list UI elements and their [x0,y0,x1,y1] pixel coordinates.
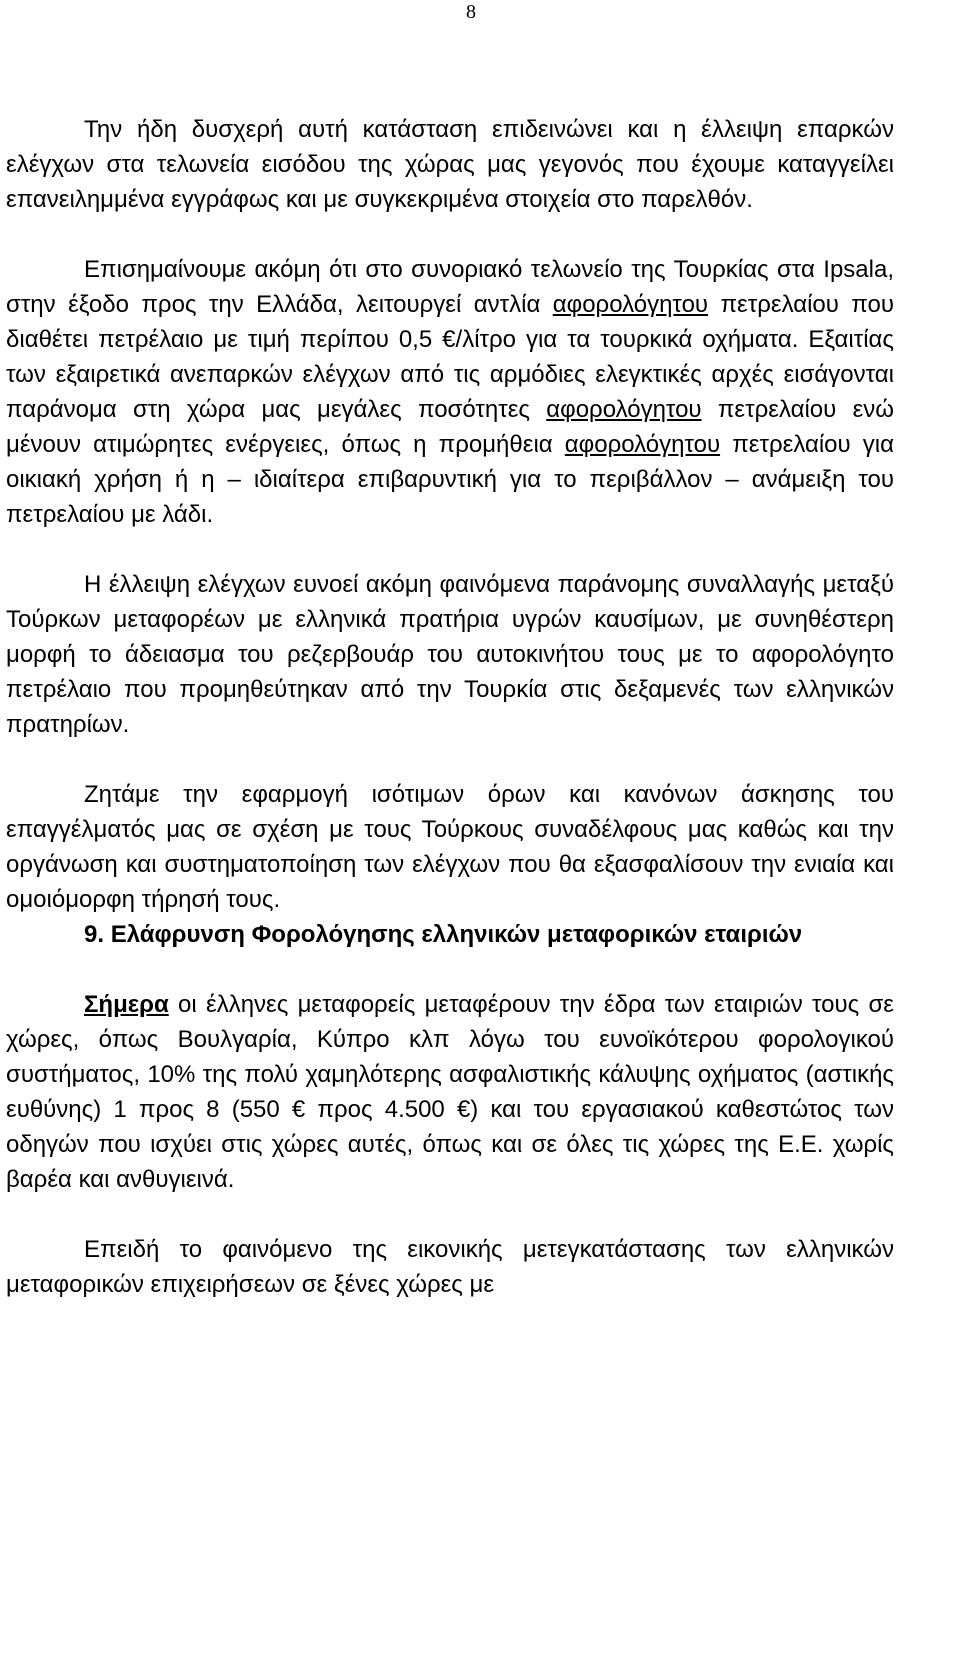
underlined-term: αφορολόγητου [564,431,721,458]
section-title: Ελάφρυνση Φορολόγησης ελληνικών μεταφορικών εταιριών [110,921,803,948]
paragraph-relocation [6,987,894,1197]
document-body [6,112,894,1302]
paragraph-equal-terms [6,777,894,917]
paragraph-text: Ζητάμε την εφαρμογή ισότιμων όρων και κανόνων άσκησης του επαγγέλματός μας σε σχέση με τους Τούρκους συναδέλφους μας καθώς και την οργάνωση και συστηματοποίηση των ελέγχων που θα εξασφαλίσουν την ενιαία και ομοιόμορφη τήρησή τους. [6,781,894,913]
paragraph-text: πετρελαίου που διαθέτει πετρέλαιο με τιμή περίπου 0,5 €/λίτρο για τα τουρκικά οχήματα. Εξαιτίας των εξαιρετικά ανεπαρκών ελέγχων από τις αρμόδιες ελεγκτικές αρχές εισάγονται παράνομα στη χώρα μας μεγάλες ποσότητες [6,291,895,423]
underlined-term: αφορολόγητου [552,291,709,318]
paragraph-text: Επειδή το φαινόμενο της εικονικής μετεγκατάστασης των ελληνικών μεταφορικών επιχειρήσεων σε ξένες χώρες με [6,1236,894,1298]
paragraph-text: οι έλληνες μεταφορείς μεταφέρουν την έδρα των εταιριών τους σε χώρες, όπως Βουλγαρία, Κύπρο κλπ λόγω του ευνοϊκότερου φορολογικού συστήματος, 10% της πολύ χαμηλότερης ασφαλιστικής κάλυψης οχήματος (αστικής ευθύνης) 1 προς 8 (550 € προς 4.500 €) και του εργασιακού καθεστώτος των οδηγών που ισχύει στις χώρες αυτές, όπως και σε όλες τις χώρες της Ε.Ε. χωρίς βαρέα και ανθυγιεινά. [6,991,894,1193]
paragraph-text: Την ήδη δυσχερή αυτή κατάσταση επιδεινώνει και η έλλειψη επαρκών ελέγχων στα τελωνεία εισόδου της χώρας μας γεγονός που έχουμε καταγγείλει επανειλημμένα εγγράφως και με συγκεκριμένα στοιχεία στο παρελθόν. [6,116,894,213]
section-heading [6,917,894,952]
bold-lead-word: Σήμερα [84,991,169,1018]
paragraph-illegal-transactions [6,567,894,742]
paragraph-customs-controls [6,112,894,217]
paragraph-text: Επισημαίνουμε ακόμη ότι στο συνοριακό τελωνείο της Τουρκίας στα Ipsala, στην έξοδο προς την Ελλάδα, λειτουργεί αντλία [6,256,894,318]
paragraph-text: πετρελαίου ενώ μένουν ατιμώρητες ενέργειες, όπως η προμήθεια [6,396,894,458]
paragraph-virtual-relocation [6,1232,894,1302]
paragraph-text: Η έλλειψη ελέγχων ευνοεί ακόμη φαινόμενα παράνομης συναλλαγής μεταξύ Τούρκων μεταφορέων με ελληνικά πρατήρια υγρών καυσίμων, με συνηθέστερη μορφή το άδειασμα του ρεζερβουάρ του αυτοκινήτου τους με το αφορολόγητο πετρέλαιο που προμηθεύτηκαν από την Τουρκία στις δεξαμενές των ελληνικών πρατηρίων. [6,571,894,738]
section-number: 9. [84,921,105,948]
paragraph-ipsala-fuel-pump [6,252,894,532]
paragraph-text: πετρελαίου για οικιακή χρήση ή η – ιδιαίτερα επιβαρυντική για το περιβάλλον – ανάμειξη του πετρελαίου με λάδι. [6,431,894,528]
page-number: 8 [466,1,476,23]
underlined-term: αφορολόγητου [546,396,702,423]
